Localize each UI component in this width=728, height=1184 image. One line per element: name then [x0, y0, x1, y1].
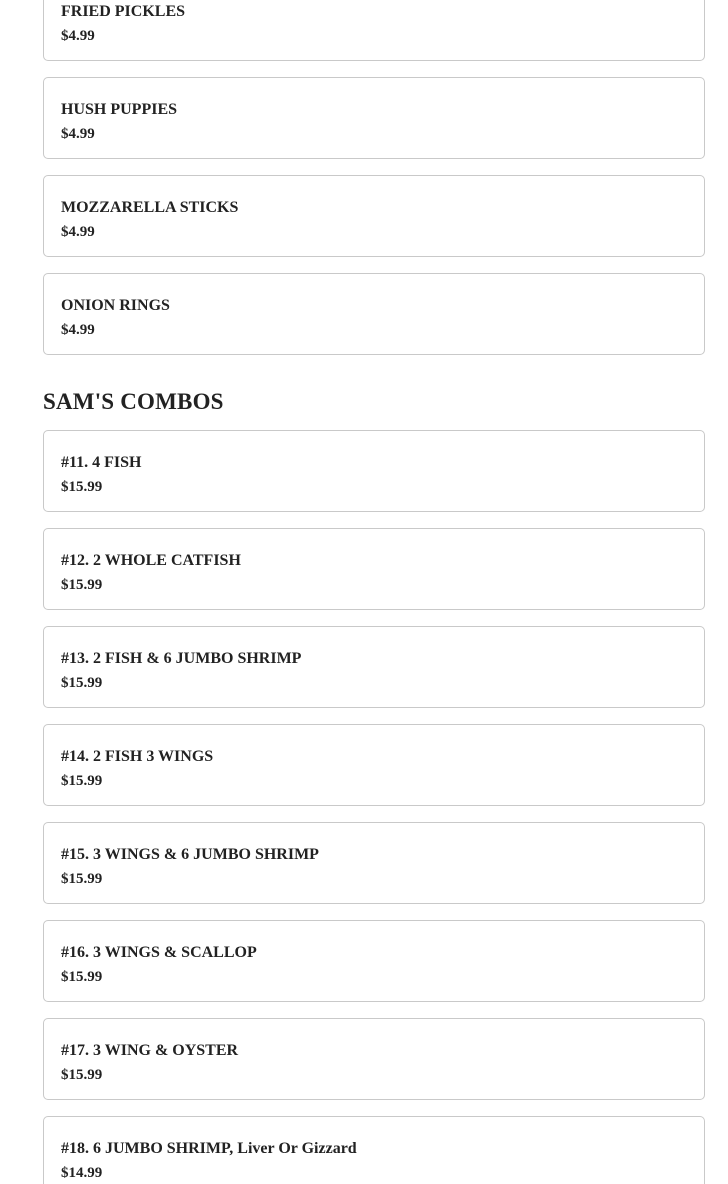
menu-item-card[interactable] — [43, 822, 705, 904]
menu-item-card[interactable] — [43, 77, 705, 159]
menu-item-price: $15.99 — [61, 1067, 103, 1083]
menu-item-card[interactable] — [43, 724, 705, 806]
menu-item-price: $15.99 — [61, 969, 103, 985]
menu-item-price: $15.99 — [61, 773, 103, 789]
menu-item-card[interactable] — [43, 528, 705, 610]
menu-item-name: #18. 6 JUMBO SHRIMP, Liver Or Gizzard — [61, 1140, 357, 1157]
menu-item-name: #12. 2 WHOLE CATFISH — [61, 552, 241, 569]
menu-item-card[interactable] — [43, 1018, 705, 1100]
menu-item-card[interactable] — [43, 1116, 705, 1184]
menu-item-name: HUSH PUPPIES — [61, 101, 178, 118]
combos-list — [43, 430, 705, 1184]
menu-item-card[interactable] — [43, 0, 705, 61]
menu-item-card[interactable] — [43, 430, 705, 512]
menu-item-card[interactable] — [43, 920, 705, 1002]
menu-item-name: ONION RINGS — [61, 297, 170, 314]
menu-item-name: #14. 2 FISH 3 WINGS — [61, 748, 214, 765]
menu-item-price: $4.99 — [61, 224, 95, 240]
sides-list — [43, 0, 705, 355]
menu-item-price: $15.99 — [61, 479, 103, 495]
menu-item-price: $14.99 — [61, 1165, 103, 1181]
menu-item-price: $4.99 — [61, 28, 95, 44]
menu-item-name: #13. 2 FISH & 6 JUMBO SHRIMP — [61, 650, 302, 667]
menu-item-name: #17. 3 WING & OYSTER — [61, 1042, 239, 1059]
menu-item-name: FRIED PICKLES — [61, 3, 186, 20]
menu-item-card[interactable] — [43, 175, 705, 257]
menu-item-price: $4.99 — [61, 322, 95, 338]
menu-container — [43, 0, 705, 1184]
menu-item-name: #11. 4 FISH — [61, 454, 142, 471]
menu-item-price: $15.99 — [61, 675, 103, 691]
menu-item-card[interactable] — [43, 273, 705, 355]
menu-item-name: #16. 3 WINGS & SCALLOP — [61, 944, 257, 961]
menu-item-name: #15. 3 WINGS & 6 JUMBO SHRIMP — [61, 846, 319, 863]
menu-item-price: $15.99 — [61, 871, 103, 887]
menu-item-name: MOZZARELLA STICKS — [61, 199, 239, 216]
section-title: SAM'S COMBOS — [43, 389, 224, 414]
menu-item-card[interactable] — [43, 626, 705, 708]
menu-item-price: $4.99 — [61, 126, 95, 142]
menu-item-price: $15.99 — [61, 577, 103, 593]
